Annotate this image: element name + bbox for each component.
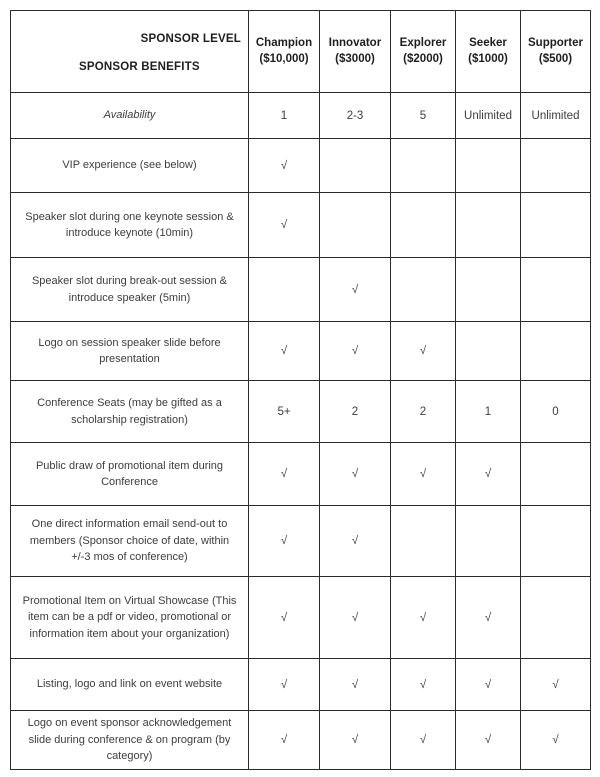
value-cell: 2 bbox=[391, 381, 456, 443]
table-row bbox=[11, 659, 591, 711]
value-cell bbox=[456, 258, 521, 322]
table-row bbox=[11, 711, 591, 770]
level-name: Champion bbox=[255, 36, 313, 49]
check-mark-cell: √ bbox=[320, 258, 391, 322]
check-mark-cell: √ bbox=[249, 443, 320, 506]
value-cell bbox=[521, 322, 591, 381]
corner-header-cell bbox=[11, 11, 249, 93]
value-cell: 0 bbox=[521, 381, 591, 443]
value-cell bbox=[521, 193, 591, 258]
level-price: ($2000) bbox=[403, 52, 443, 65]
check-mark-cell: √ bbox=[521, 711, 591, 770]
benefit-label: Logo on event sponsor acknowledgement slide during conference & on program (by category) bbox=[11, 711, 249, 770]
check-mark-cell: √ bbox=[249, 577, 320, 659]
check-mark-cell: √ bbox=[456, 711, 521, 770]
check-mark-cell: √ bbox=[456, 659, 521, 711]
sponsor-level-label: SPONSOR LEVEL bbox=[140, 33, 241, 45]
value-cell: 1 bbox=[456, 381, 521, 443]
value-cell bbox=[391, 193, 456, 258]
benefit-label: Conference Seats (may be gifted as a scholarship registration) bbox=[11, 381, 249, 443]
table-body bbox=[11, 93, 591, 770]
table-row bbox=[11, 381, 591, 443]
check-mark-cell: √ bbox=[521, 659, 591, 711]
level-price: ($1000) bbox=[468, 52, 508, 65]
sponsor-benefits-table bbox=[10, 10, 591, 770]
check-mark-cell: √ bbox=[391, 322, 456, 381]
value-cell bbox=[521, 577, 591, 659]
table-row bbox=[11, 139, 591, 193]
level-price: ($500) bbox=[538, 52, 573, 65]
level-name: Innovator bbox=[328, 36, 382, 49]
benefit-label: Listing, logo and link on event website bbox=[11, 659, 249, 711]
check-mark-cell: √ bbox=[249, 193, 320, 258]
check-mark-cell: √ bbox=[456, 577, 521, 659]
check-mark-cell: √ bbox=[320, 322, 391, 381]
value-cell: Unlimited bbox=[456, 93, 521, 139]
benefit-label: One direct information email send-out to members (Sponsor choice of date, within +/-3 mos of conference) bbox=[11, 506, 249, 577]
check-mark-cell: √ bbox=[249, 506, 320, 577]
sponsor-benefits-label: SPONSOR BENEFITS bbox=[79, 61, 200, 73]
value-cell bbox=[391, 139, 456, 193]
value-cell: 1 bbox=[249, 93, 320, 139]
level-header-champion bbox=[249, 11, 320, 93]
value-cell: 5 bbox=[391, 93, 456, 139]
benefit-label: Promotional Item on Virtual Showcase (This item can be a pdf or video, promotional or information item about your organization) bbox=[11, 577, 249, 659]
value-cell bbox=[456, 322, 521, 381]
level-header-explorer bbox=[391, 11, 456, 93]
check-mark-cell: √ bbox=[456, 443, 521, 506]
check-mark-cell: √ bbox=[391, 443, 456, 506]
header-row bbox=[11, 11, 591, 93]
level-header-seeker bbox=[456, 11, 521, 93]
table-row bbox=[11, 258, 591, 322]
check-mark-cell: √ bbox=[249, 322, 320, 381]
table-row bbox=[11, 193, 591, 258]
check-mark-cell: √ bbox=[320, 659, 391, 711]
level-header-supporter bbox=[521, 11, 591, 93]
table-row bbox=[11, 93, 591, 139]
value-cell: 2-3 bbox=[320, 93, 391, 139]
value-cell bbox=[456, 139, 521, 193]
value-cell bbox=[456, 193, 521, 258]
level-price: ($3000) bbox=[335, 52, 375, 65]
benefit-label: VIP experience (see below) bbox=[11, 139, 249, 193]
level-name: Supporter bbox=[528, 36, 583, 49]
value-cell bbox=[391, 258, 456, 322]
check-mark-cell: √ bbox=[249, 139, 320, 193]
level-name: Explorer bbox=[399, 36, 447, 49]
value-cell: 2 bbox=[320, 381, 391, 443]
benefit-label: Availability bbox=[11, 93, 249, 139]
value-cell bbox=[521, 506, 591, 577]
table-row bbox=[11, 577, 591, 659]
check-mark-cell: √ bbox=[391, 711, 456, 770]
value-cell bbox=[456, 506, 521, 577]
level-price: ($10,000) bbox=[259, 52, 309, 65]
table-row bbox=[11, 506, 591, 577]
value-cell bbox=[521, 139, 591, 193]
value-cell bbox=[320, 193, 391, 258]
benefit-label: Speaker slot during one keynote session & introduce keynote (10min) bbox=[11, 193, 249, 258]
check-mark-cell: √ bbox=[249, 659, 320, 711]
table-row bbox=[11, 443, 591, 506]
value-cell bbox=[249, 258, 320, 322]
check-mark-cell: √ bbox=[391, 659, 456, 711]
value-cell: Unlimited bbox=[521, 93, 591, 139]
value-cell bbox=[521, 443, 591, 506]
check-mark-cell: √ bbox=[320, 711, 391, 770]
value-cell bbox=[521, 258, 591, 322]
check-mark-cell: √ bbox=[320, 443, 391, 506]
check-mark-cell: √ bbox=[249, 711, 320, 770]
check-mark-cell: √ bbox=[391, 577, 456, 659]
level-header-innovator bbox=[320, 11, 391, 93]
value-cell: 5+ bbox=[249, 381, 320, 443]
benefit-label: Public draw of promotional item during Conference bbox=[11, 443, 249, 506]
value-cell bbox=[391, 506, 456, 577]
level-name: Seeker bbox=[469, 36, 507, 49]
table-row bbox=[11, 322, 591, 381]
check-mark-cell: √ bbox=[320, 577, 391, 659]
check-mark-cell: √ bbox=[320, 506, 391, 577]
benefit-label: Logo on session speaker slide before presentation bbox=[11, 322, 249, 381]
value-cell bbox=[320, 139, 391, 193]
table-header bbox=[11, 11, 591, 93]
benefit-label: Speaker slot during break-out session & introduce speaker (5min) bbox=[11, 258, 249, 322]
